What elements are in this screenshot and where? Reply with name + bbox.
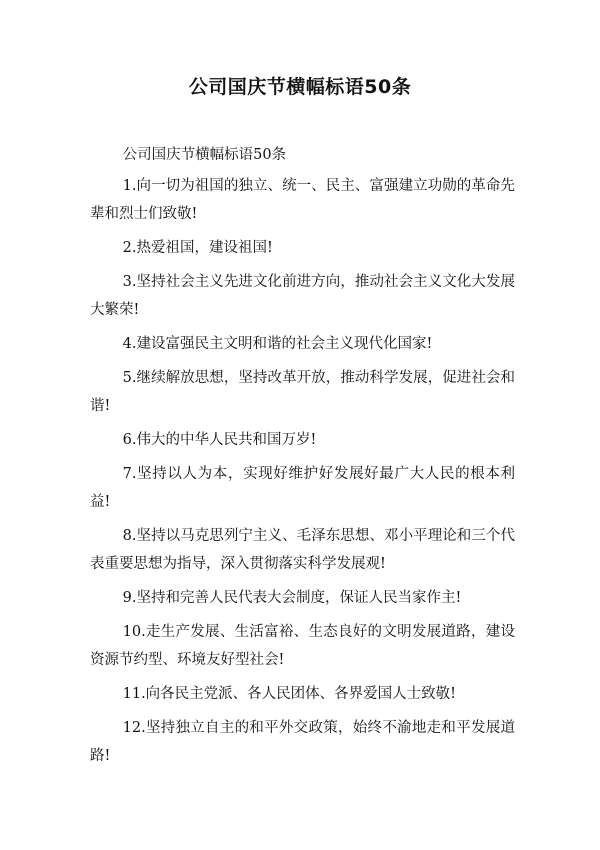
slogan-item: 5.继续解放思想，坚持改革开放，推动科学发展，促进社会和谐! bbox=[90, 370, 515, 414]
slogan-item: 3.坚持社会主义先进文化前进方向，推动社会主义文化大发展大繁荣! bbox=[90, 274, 515, 318]
document-title: 公司国庆节横幅标语50条 bbox=[188, 76, 412, 98]
slogan-item: 7.坚持以人为本，实现好维护好发展好最广大人民的根本利益! bbox=[90, 466, 515, 510]
slogan-item: 11.向各民主党派、各人民团体、各界爱国人士致敬! bbox=[122, 686, 457, 702]
slogan-item: 10.走生产发展、生活富裕、生态良好的文明发展道路，建设资源节约型、环境友好型社会! bbox=[90, 624, 515, 668]
slogan-item: 9.坚持和完善人民代表大会制度，保证人民当家作主! bbox=[122, 590, 462, 606]
intro-paragraph: 公司国庆节横幅标语50条 bbox=[122, 147, 287, 163]
slogan-item: 4.建设富强民主文明和谐的社会主义现代化国家! bbox=[122, 336, 433, 352]
slogan-item: 12.坚持独立自主的和平外交政策，始终不渝地走和平发展道路! bbox=[90, 720, 515, 764]
slogan-item: 1.向一切为祖国的独立、统一、民主、富强建立功勋的革命先辈和烈士们致敬! bbox=[90, 178, 515, 222]
document-body bbox=[90, 141, 515, 776]
slogan-item: 8.坚持以马克思列宁主义、毛泽东思想、邓小平理论和三个代表重要思想为指导，深入贯彻落实科学发展观! bbox=[90, 528, 515, 572]
slogan-item: 6.伟大的中华人民共和国万岁! bbox=[122, 432, 317, 448]
slogan-item: 2.热爱祖国，建设祖国! bbox=[122, 240, 273, 256]
